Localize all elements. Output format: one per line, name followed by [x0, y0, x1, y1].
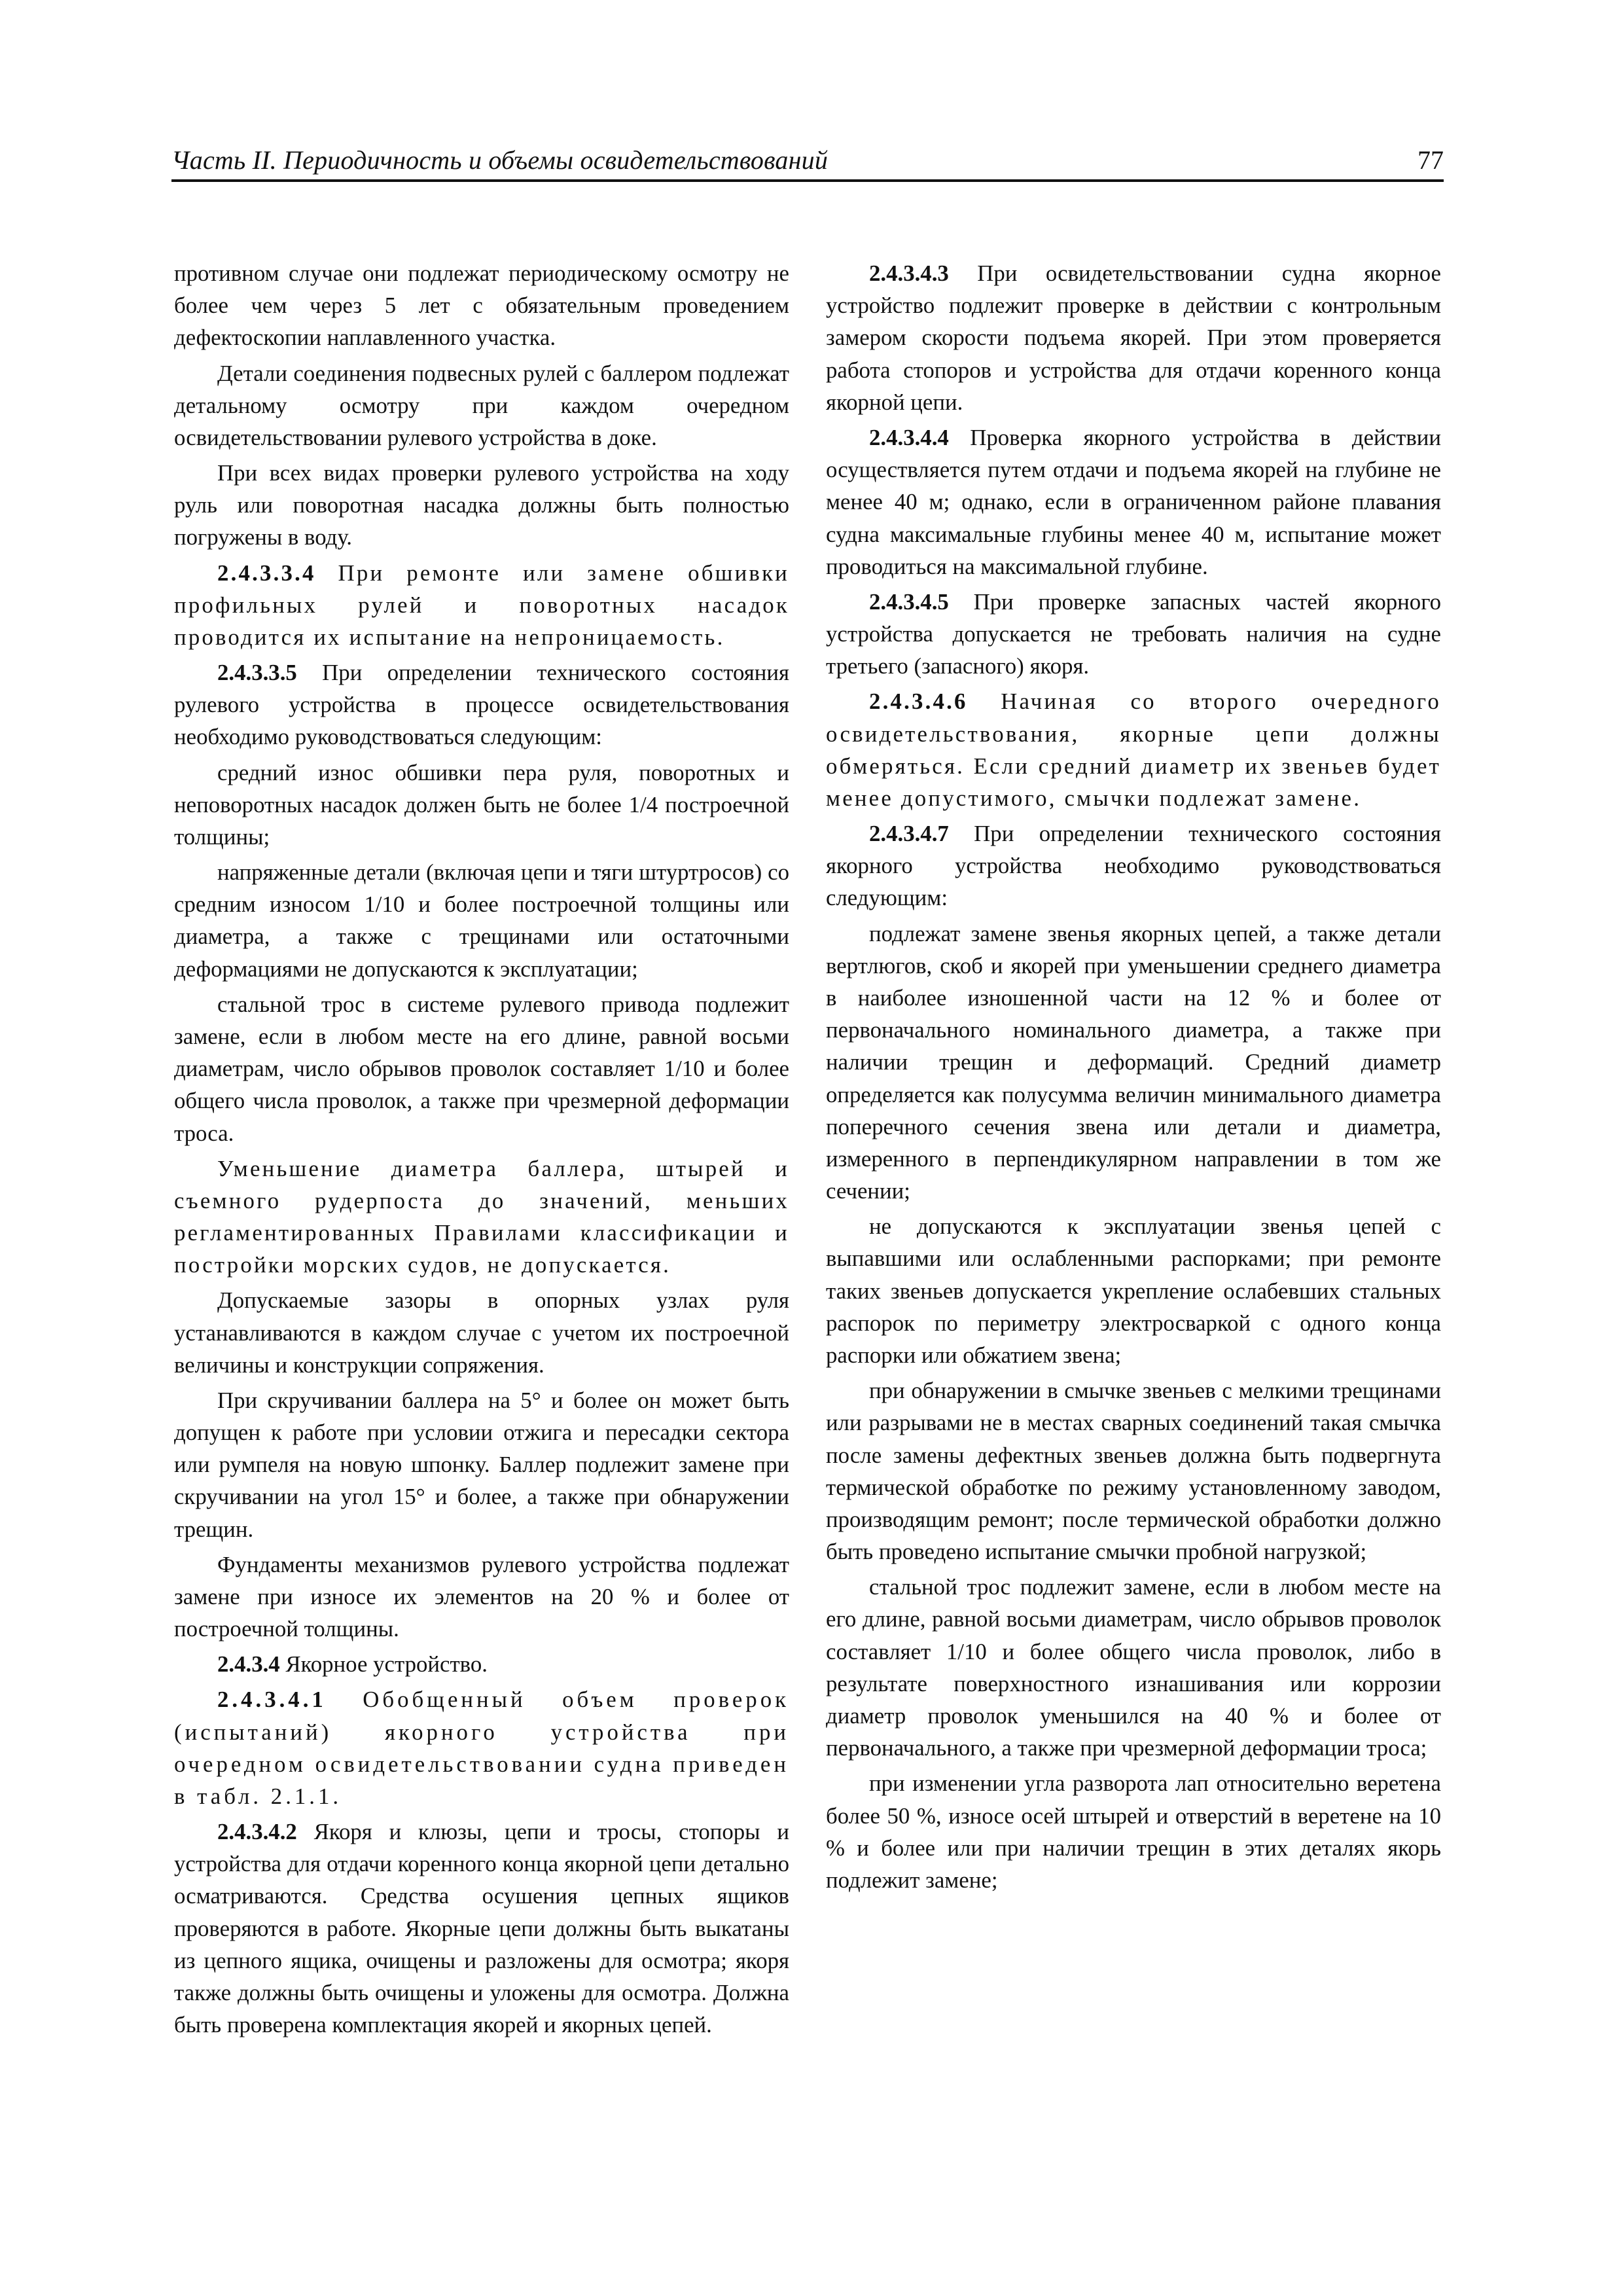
paragraph	[826, 1210, 1441, 1371]
right-column	[826, 257, 1441, 1899]
paragraph	[826, 1767, 1441, 1896]
left-column	[174, 257, 789, 2044]
paragraph-text: Обобщенный объем проверок (испытаний) якорного устройства при очередном освидетельствовании судна приведен в табл. 2.1.1.	[174, 1687, 789, 1809]
paragraph	[826, 1374, 1441, 1568]
clause-number: 2.4.3.4.3	[869, 260, 949, 286]
paragraph-text: стальной трос в системе рулевого привода подлежит замене, если в любом месте на его длине, равной восьми диаметрам, число обрывов проволок составляет 1/10 и более общего числа проволок, а также при чрезмерной деформации троса.	[174, 991, 789, 1146]
paragraph	[826, 685, 1441, 814]
paragraph-text: Якоря и клюзы, цепи и тросы, стопоры и устройства для отдачи коренного конца якорной цепи детально осматриваются. Средства осушения цепных ящиков проверяются в работе. Якорные цепи должны быть выкатаны из цепного ящика, очищены и разложены для осмотра; якоря также должны быть очищены и уложены для осмотра. Должна быть проверена комплектация якорей и якорных цепей.	[174, 1819, 790, 2038]
paragraph	[174, 1384, 789, 1545]
page-number: 77	[1418, 145, 1444, 175]
paragraph	[826, 1571, 1441, 1764]
paragraph-text: При освидетельствовании судна якорное устройство подлежит проверке в действии с контрольным замером скорости подъема якорей. При этом проверяется работа стопоров и устройства для отдачи коренного конца якорной цепи.	[826, 260, 1441, 415]
paragraph-text: Детали соединения подвесных рулей с баллером подлежат детальному осмотру при каждом очередном освидетельствовании рулевого устройства в доке.	[174, 360, 789, 450]
paragraph	[174, 1816, 789, 2041]
paragraph	[174, 1683, 789, 1812]
paragraph	[174, 656, 789, 753]
paragraph-text: При определении технического состояния якорного устройства необходимо руководствоваться следующим:	[826, 821, 1441, 911]
paragraph	[174, 1284, 789, 1381]
paragraph	[826, 586, 1441, 683]
paragraph-text: Начиная со второго очередного освидетельствования, якорные цепи должны обмеряться. Если средний диаметр их звеньев будет менее допустимого, смычки подлежат замене.	[826, 689, 1442, 811]
paragraph	[174, 557, 789, 654]
paragraph-text: при изменении угла разворота лап относительно веретена более 50 %, износе осей штырей и отверстий в веретене на 10 % и более или при наличии трещин в этих деталях якорь подлежит замене;	[826, 1770, 1441, 1893]
paragraph	[174, 1549, 789, 1645]
paragraph-text: При ремонте или замене обшивки профильных рулей и поворотных насадок проводится их испытание на непроницаемость.	[174, 560, 789, 650]
header-title: Часть II. Периодичность и объемы освидетельствований	[171, 145, 829, 175]
paragraph-text: Уменьшение диаметра баллера, штырей и съемного рудерпоста до значений, меньших регламентированных Правилами классификации и постройки морских судов, не допускается.	[174, 1155, 789, 1278]
clause-number: 2.4.3.3.5	[217, 660, 297, 685]
clause-number: 2.4.3.4.2	[217, 1819, 297, 1845]
clause-number: 2.4.3.4.5	[869, 588, 949, 615]
paragraph-text: Фундаменты механизмов рулевого устройства подлежат замене при износе их элементов на 20 % и более от построечной толщины.	[174, 1551, 789, 1642]
paragraph-text: при обнаружении в смычке звеньев с мелкими трещинами или разрывами не в местах сварных соединений такая смычка после замены дефектных звеньев должна быть подвергнута термической обработке по режиму установленному заводом, производящим ремонт; после термической обработки должно быть проведено испытание смычки пробной нагрузкой;	[826, 1378, 1441, 1565]
paragraph	[826, 817, 1441, 914]
clause-number: 2.4.3.3.4	[217, 560, 316, 586]
paragraph	[174, 457, 789, 554]
paragraph-text: стальной трос подлежит замене, если в любом месте на его длине, равной восьми диаметрам, число обрывов проволок составляет 1/10 и более общего числа проволок, либо в результате поверхностного изнашивания или коррозии диаметр проволок уменьшился на 40 % и более от первоначального, а также при чрезмерной деформации троса;	[826, 1574, 1441, 1761]
paragraph-text: При определении технического состояния рулевого устройства в процессе освидетельствования необходимо руководствоваться следующим:	[174, 660, 789, 750]
paragraph	[174, 757, 789, 853]
paragraph-text: средний износ обшивки пера руля, поворотных и неповоротных насадок должен быть не более 1/4 построечной толщины;	[174, 759, 789, 850]
paragraph	[826, 257, 1441, 418]
clause-number: 2.4.3.4.6	[869, 689, 968, 715]
paragraph-text: напряженные детали (включая цепи и тяги штуртросов) со средним износом 1/10 и более построечной толщины или диаметра, а также с трещинами или остаточными деформациями не допускаются к эксплуатации;	[174, 859, 789, 982]
paragraph	[174, 1153, 789, 1282]
paragraph	[174, 856, 789, 985]
paragraph-text: подлежат замене звенья якорных цепей, а также детали вертлюгов, скоб и якорей при уменьшении среднего диаметра в наиболее изношенной части на 12 % и более от первоначального номинального диаметра, а также при наличии трещин и деформаций. Средний диаметр определяется как полусумма величин минимального диаметра поперечного сечения звена или детали и диаметра, измеренного в перпендикулярном направлении в том же сечении;	[826, 920, 1441, 1204]
paragraph-text: При проверке запасных частей якорного устройства допускается не требовать наличия на судне третьего (запасного) якоря.	[826, 588, 1441, 679]
paragraph-text: Допускаемые зазоры в опорных узлах руля устанавливаются в каждом случае с учетом их построечной величины и конструкции сопряжения.	[174, 1287, 789, 1378]
clause-number: 2.4.3.4	[217, 1651, 280, 1677]
paragraph	[174, 988, 789, 1149]
paragraph	[174, 257, 789, 354]
paragraph-text: Якорное устройство.	[285, 1651, 488, 1677]
paragraph	[174, 357, 789, 454]
paragraph-text: Проверка якорного устройства в действии осуществляется путем отдачи и подъема якорей на глубине не менее 40 м; однако, если в ограниченном районе плавания судна максимальные глубины менее 40 м, испытание может проводиться на максимальной глубине.	[826, 424, 1441, 579]
clause-number: 2.4.3.4.4	[869, 424, 949, 450]
paragraph	[826, 422, 1441, 583]
clause-number: 2.4.3.4.1	[217, 1687, 327, 1713]
paragraph	[826, 918, 1441, 1208]
paragraph-text: При скручивании баллера на 5° и более он может быть допущен к работе при условии отжига и пересадки сектора или румпеля на новую шпонку. Баллер подлежит замене при скручивании на угол 15° и более, а также при обнаружении трещин.	[174, 1387, 789, 1542]
paragraph-text: противном случае они подлежат периодическому осмотру не более чем через 5 лет с обязательным проведением дефектоскопии наплавленного участка.	[174, 260, 789, 351]
paragraph-text: не допускаются к эксплуатации звенья цепей с выпавшими или ослабленными распорками; при ремонте таких звеньев допускается укрепление ослабевших стальных распорок по периметру электросваркой с одного конца распорки или обжатием звена;	[826, 1213, 1441, 1369]
clause-number: 2.4.3.4.7	[869, 821, 949, 847]
paragraph	[174, 1648, 789, 1680]
paragraph-text: При всех видах проверки рулевого устройства на ходу руль или поворотная насадка должны быть полностью погружены в воду.	[174, 460, 789, 550]
running-header	[171, 143, 1444, 182]
